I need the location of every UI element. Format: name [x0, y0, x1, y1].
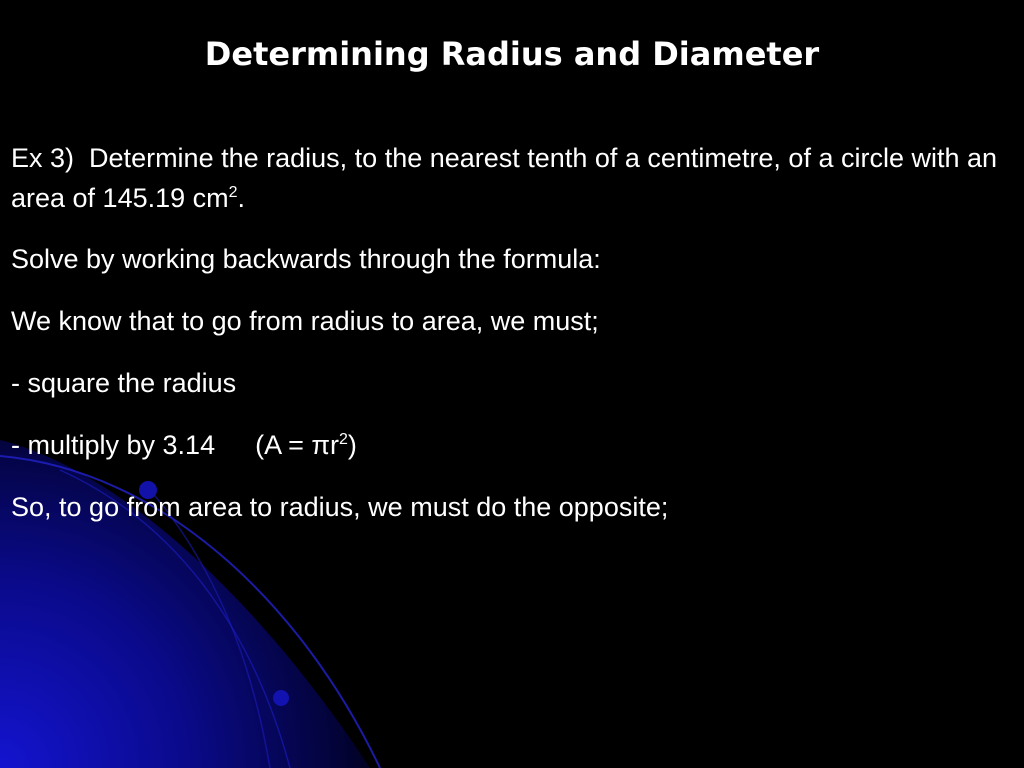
example-prefix: Ex 3) [11, 143, 75, 173]
know-line: We know that to go from radius to area, we must; [11, 306, 599, 336]
example-paragraph [11, 138, 1021, 218]
slide-body [11, 138, 1021, 549]
opposite-line: So, to go from area to radius, we must do the opposite; [11, 492, 669, 522]
multiply-step [11, 425, 1021, 465]
solve-line: Solve by working backwards through the formula: [11, 244, 601, 274]
example-text: Determine the radius, to the nearest tenth of a centimetre, of a circle with an area of 145.19 cm [11, 143, 998, 213]
area-formula-close: ) [347, 430, 357, 460]
square-step: - square the radius [11, 368, 237, 398]
example-period: . [237, 183, 246, 213]
formula-superscript: 2 [339, 431, 348, 448]
accent-dot [273, 690, 289, 706]
slide-title: Determining Radius and Diameter [204, 35, 820, 73]
area-formula: (A = πr [255, 430, 339, 460]
multiply-step-text: - multiply by 3.14 [11, 430, 216, 460]
area-unit-superscript: 2 [228, 184, 238, 201]
